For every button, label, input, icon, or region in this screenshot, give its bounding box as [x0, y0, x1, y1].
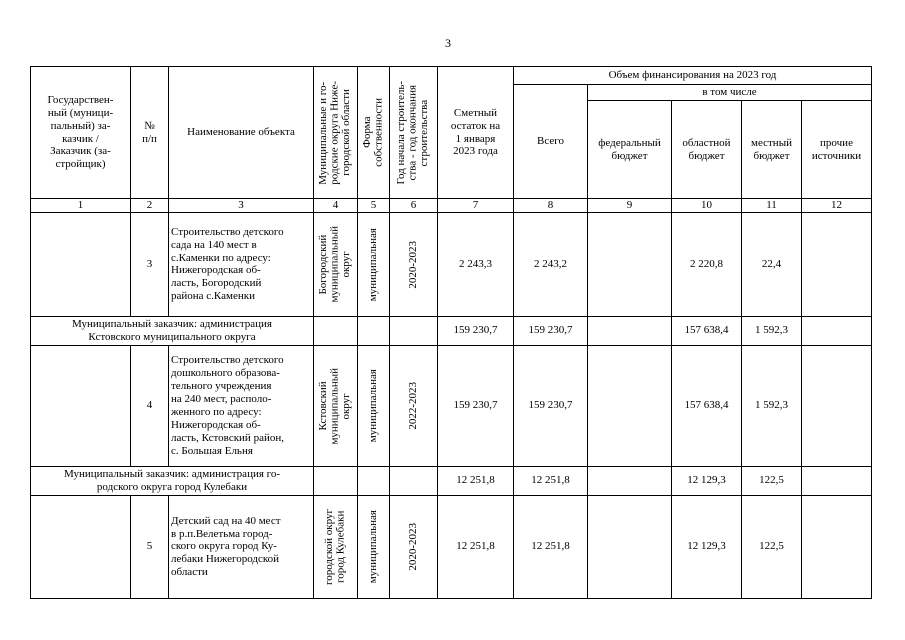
- regional-cell: 12 129,3: [672, 495, 742, 598]
- balance-cell: 12 251,8: [438, 466, 514, 495]
- table-row: [31, 212, 872, 316]
- header-customer: Государствен- ный (муници- пальный) за- казчик / Заказчик (за- стройщик): [31, 67, 131, 199]
- regional-cell: 157 638,4: [672, 345, 742, 466]
- total-cell: 12 251,8: [514, 466, 588, 495]
- page-number: 3: [445, 36, 451, 50]
- col-number: 8: [514, 199, 588, 213]
- other-cell: [802, 345, 872, 466]
- local-cell: 122,5: [742, 466, 802, 495]
- header-balance: Сметный остаток на 1 января 2023 года: [438, 67, 514, 199]
- header-local: местный бюджет: [742, 101, 802, 199]
- regional-cell: 2 220,8: [672, 212, 742, 316]
- ownership-cell: муниципальная: [358, 495, 390, 598]
- table-row: [31, 495, 872, 598]
- customer-group-label: Муниципальный заказчик: администрация го- родского округа город Кулебаки: [31, 466, 314, 495]
- header-ownership: Форма собственности: [358, 67, 390, 199]
- total-cell: 2 243,2: [514, 212, 588, 316]
- column-numbers-row: [31, 199, 872, 213]
- years-cell: 2020-2023: [390, 495, 438, 598]
- years-cell: 2022-2023: [390, 345, 438, 466]
- col-number: 6: [390, 199, 438, 213]
- col-number: 12: [802, 199, 872, 213]
- balance-cell: 159 230,7: [438, 316, 514, 345]
- header-including: в том числе: [588, 85, 872, 101]
- header-federal: федеральный бюджет: [588, 101, 672, 199]
- header-other: прочие источники: [802, 101, 872, 199]
- other-cell: [802, 212, 872, 316]
- col-number: 1: [31, 199, 131, 213]
- other-cell: [802, 466, 872, 495]
- total-cell: 12 251,8: [514, 495, 588, 598]
- object-name: Строительство детского сада на 140 мест в с.Каменки по адресу: Нижегородская об- ласть, Богородский района с.Каменки: [169, 212, 314, 316]
- federal-cell: [588, 316, 672, 345]
- customer-cell: [31, 345, 131, 466]
- total-cell: 159 230,7: [514, 345, 588, 466]
- federal-cell: [588, 212, 672, 316]
- header-municipality: Муниципальные и го- родские округа Ниже- городской области: [314, 67, 358, 199]
- municipality-cell: Богородский муниципальный округ: [314, 212, 358, 316]
- other-cell: [802, 495, 872, 598]
- col-number: 3: [169, 199, 314, 213]
- years-cell: 2020-2023: [390, 212, 438, 316]
- balance-cell: 12 251,8: [438, 495, 514, 598]
- header-object-name: Наименование объекта: [169, 67, 314, 199]
- header-total: Всего: [514, 85, 588, 199]
- row-no: 4: [131, 345, 169, 466]
- header-no: № п/п: [131, 67, 169, 199]
- federal-cell: [588, 495, 672, 598]
- total-cell: 159 230,7: [514, 316, 588, 345]
- ownership-cell: муниципальная: [358, 345, 390, 466]
- header-funding-title: Объем финансирования на 2023 год: [514, 67, 872, 85]
- row-no: 5: [131, 495, 169, 598]
- regional-cell: 157 638,4: [672, 316, 742, 345]
- customer-cell: [31, 212, 131, 316]
- header-regional: областной бюджет: [672, 101, 742, 199]
- local-cell: 1 592,3: [742, 345, 802, 466]
- ownership-cell: муниципальная: [358, 212, 390, 316]
- balance-cell: 159 230,7: [438, 345, 514, 466]
- header-years: Год начала строитель- ства - год окончания строительства: [390, 67, 438, 199]
- object-name: Строительство детского дошкольного образова- тельного учреждения на 240 мест, располо- женного по адресу: Нижегородская об- ласть, Кстовский район, с. Большая Ельня: [169, 345, 314, 466]
- object-name: Детский сад на 40 мест в р.п.Велетьма город- ского округа город Ку- лебаки Нижегородской области: [169, 495, 314, 598]
- financing-table: [30, 66, 872, 599]
- col-number: 5: [358, 199, 390, 213]
- row-no: 3: [131, 212, 169, 316]
- col-number: 7: [438, 199, 514, 213]
- customer-group-row: [31, 316, 872, 345]
- col-number: 9: [588, 199, 672, 213]
- local-cell: 22,4: [742, 212, 802, 316]
- regional-cell: 12 129,3: [672, 466, 742, 495]
- col-number: 4: [314, 199, 358, 213]
- local-cell: 1 592,3: [742, 316, 802, 345]
- customer-group-label: Муниципальный заказчик: администрация Кстовского муниципального округа: [31, 316, 314, 345]
- municipality-cell: Кстовский муниципальный округ: [314, 345, 358, 466]
- customer-cell: [31, 495, 131, 598]
- municipality-cell: городской округ город Кулебаки: [314, 495, 358, 598]
- table-row: [31, 345, 872, 466]
- other-cell: [802, 316, 872, 345]
- balance-cell: 2 243,3: [438, 212, 514, 316]
- col-number: 11: [742, 199, 802, 213]
- col-number: 2: [131, 199, 169, 213]
- federal-cell: [588, 466, 672, 495]
- federal-cell: [588, 345, 672, 466]
- local-cell: 122,5: [742, 495, 802, 598]
- customer-group-row: [31, 466, 872, 495]
- col-number: 10: [672, 199, 742, 213]
